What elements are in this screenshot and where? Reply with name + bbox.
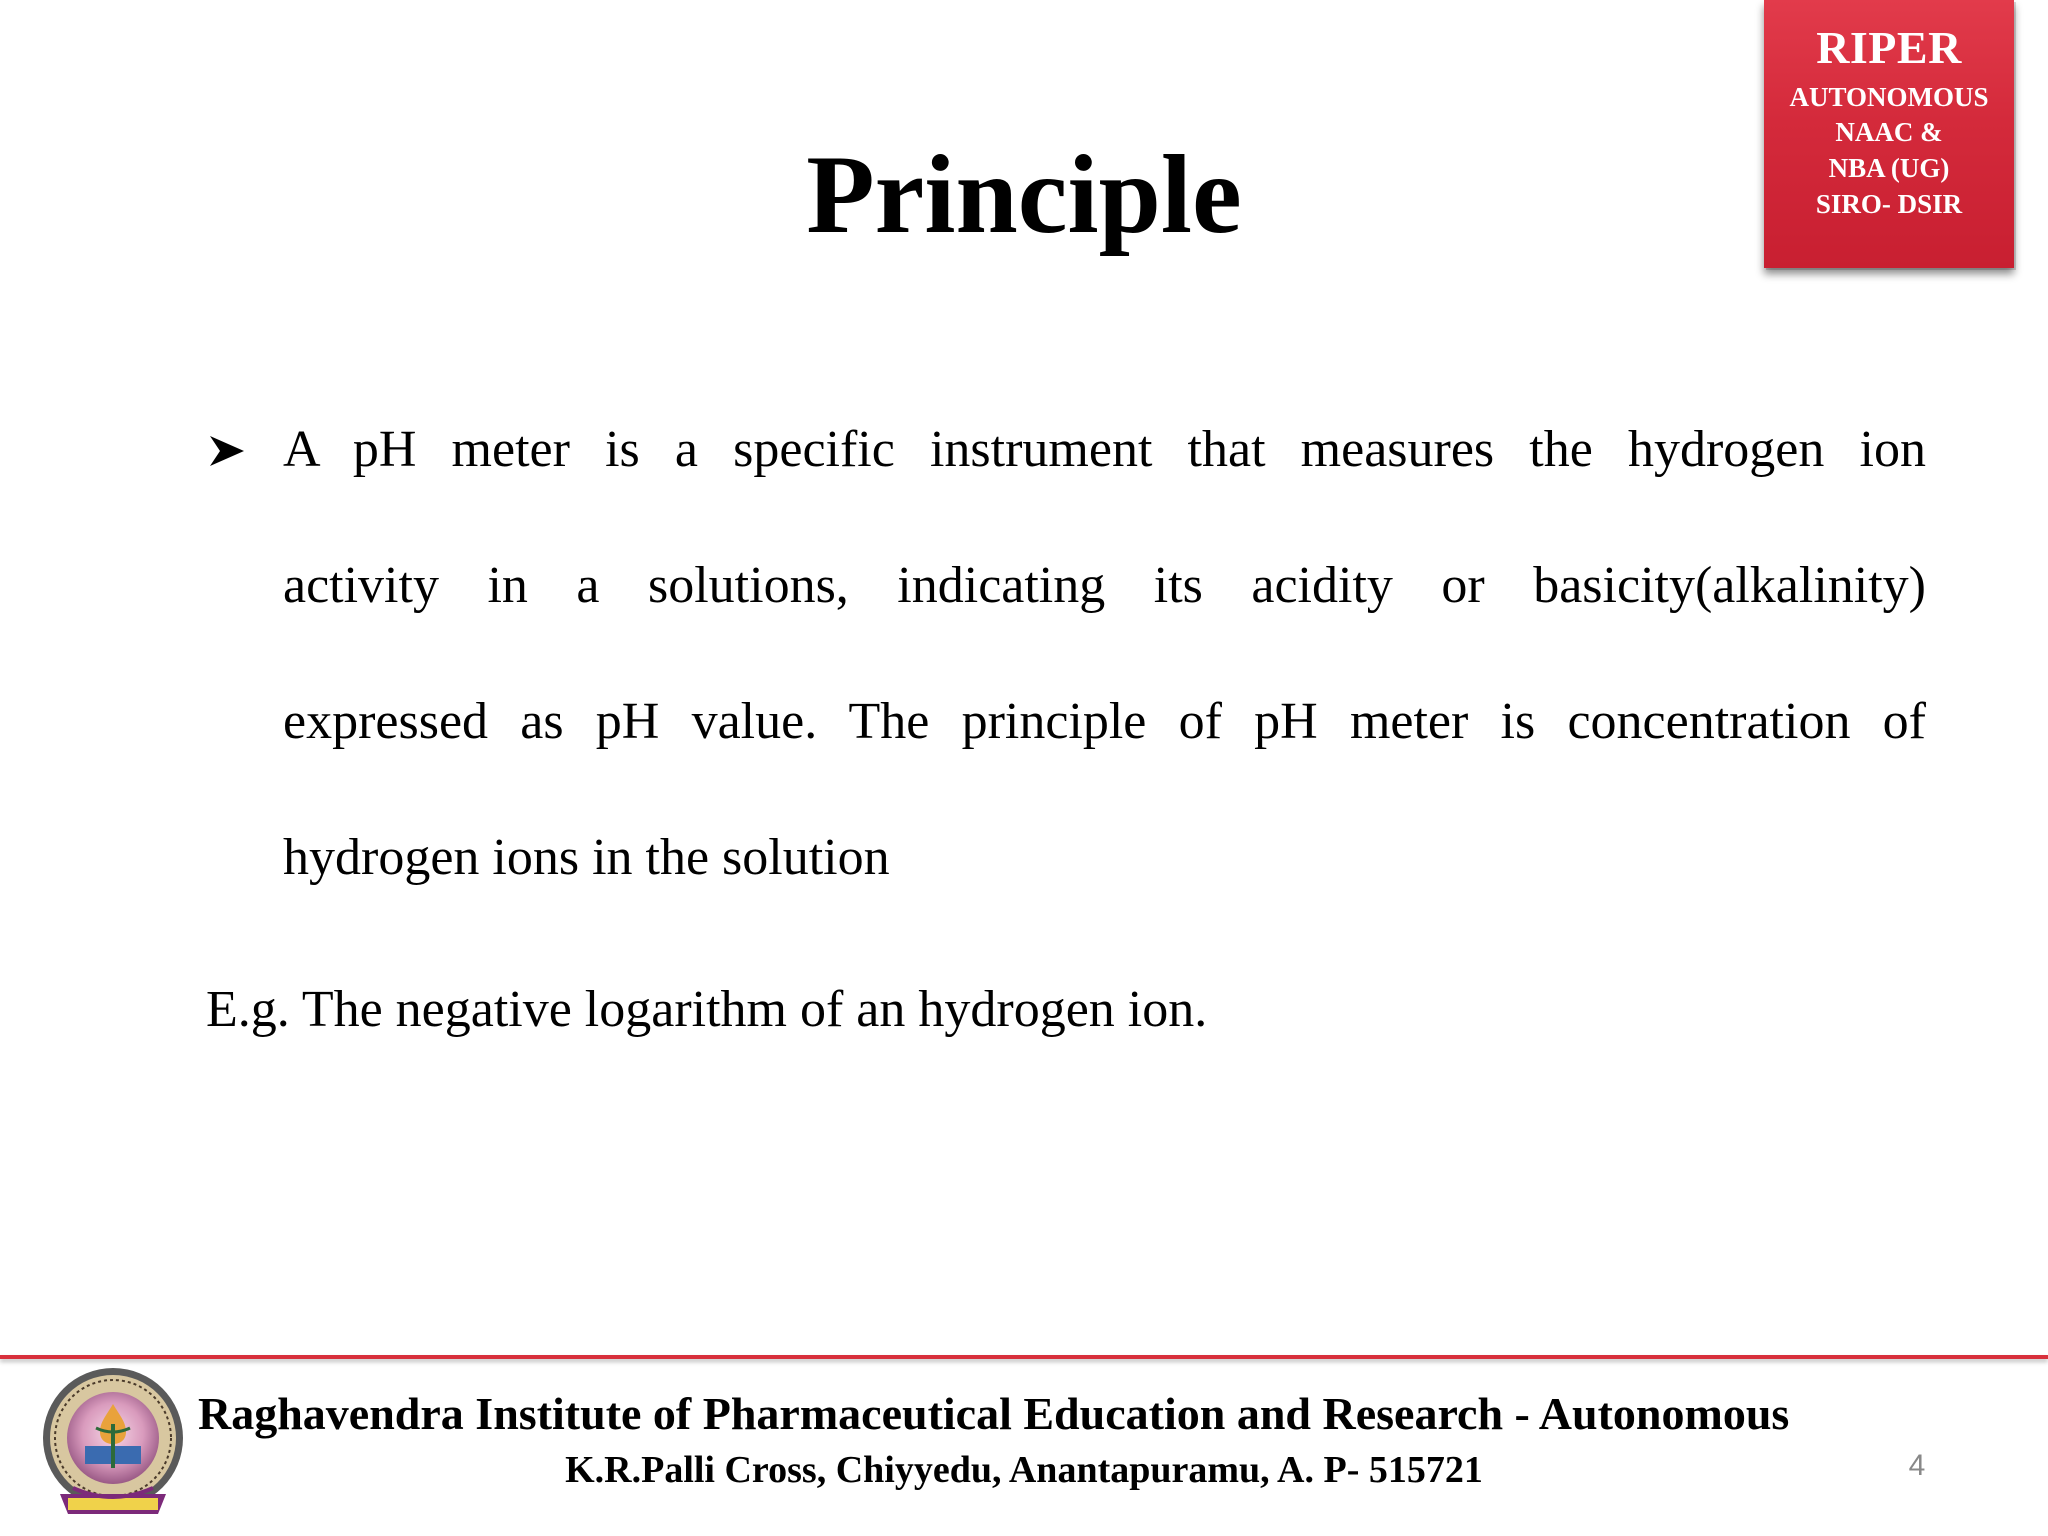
slide-number: 4 — [1908, 1449, 1926, 1482]
bullet-text-line: A pH meter is a specific instrument that measures the hydrogen ion — [283, 421, 1926, 478]
footer-address: K.R.Palli Cross, Chiyyedu, Anantapuramu, A. P- 515721 — [565, 1449, 1483, 1491]
footer-institute-name: Raghavendra Institute of Pharmaceutical Education and Research - Autonomous — [198, 1388, 1790, 1439]
page-title: Principle — [806, 133, 1242, 257]
badge-line: NBA (UG) — [1828, 153, 1950, 183]
bullet-text-line: expressed as pH value. The principle of pH meter is concentration of — [283, 693, 1926, 750]
arrowhead-bullet-icon — [208, 415, 250, 551]
badge-line: SIRO- DSIR — [1815, 189, 1963, 219]
bullet-text-line: hydrogen ions in the solution — [283, 829, 890, 886]
badge-line: AUTONOMOUS — [1789, 82, 1989, 112]
example-text: E.g. The negative logarithm of an hydrogen ion. — [206, 981, 1208, 1038]
bullet-text-line: activity in a solutions, indicating its acidity or basicity(alkalinity) — [283, 557, 1926, 614]
bullet-text — [283, 415, 2048, 959]
footer-divider — [0, 1355, 2048, 1359]
badge-title: RIPER — [1816, 22, 1962, 73]
badge-line: NAAC & — [1835, 117, 1943, 147]
